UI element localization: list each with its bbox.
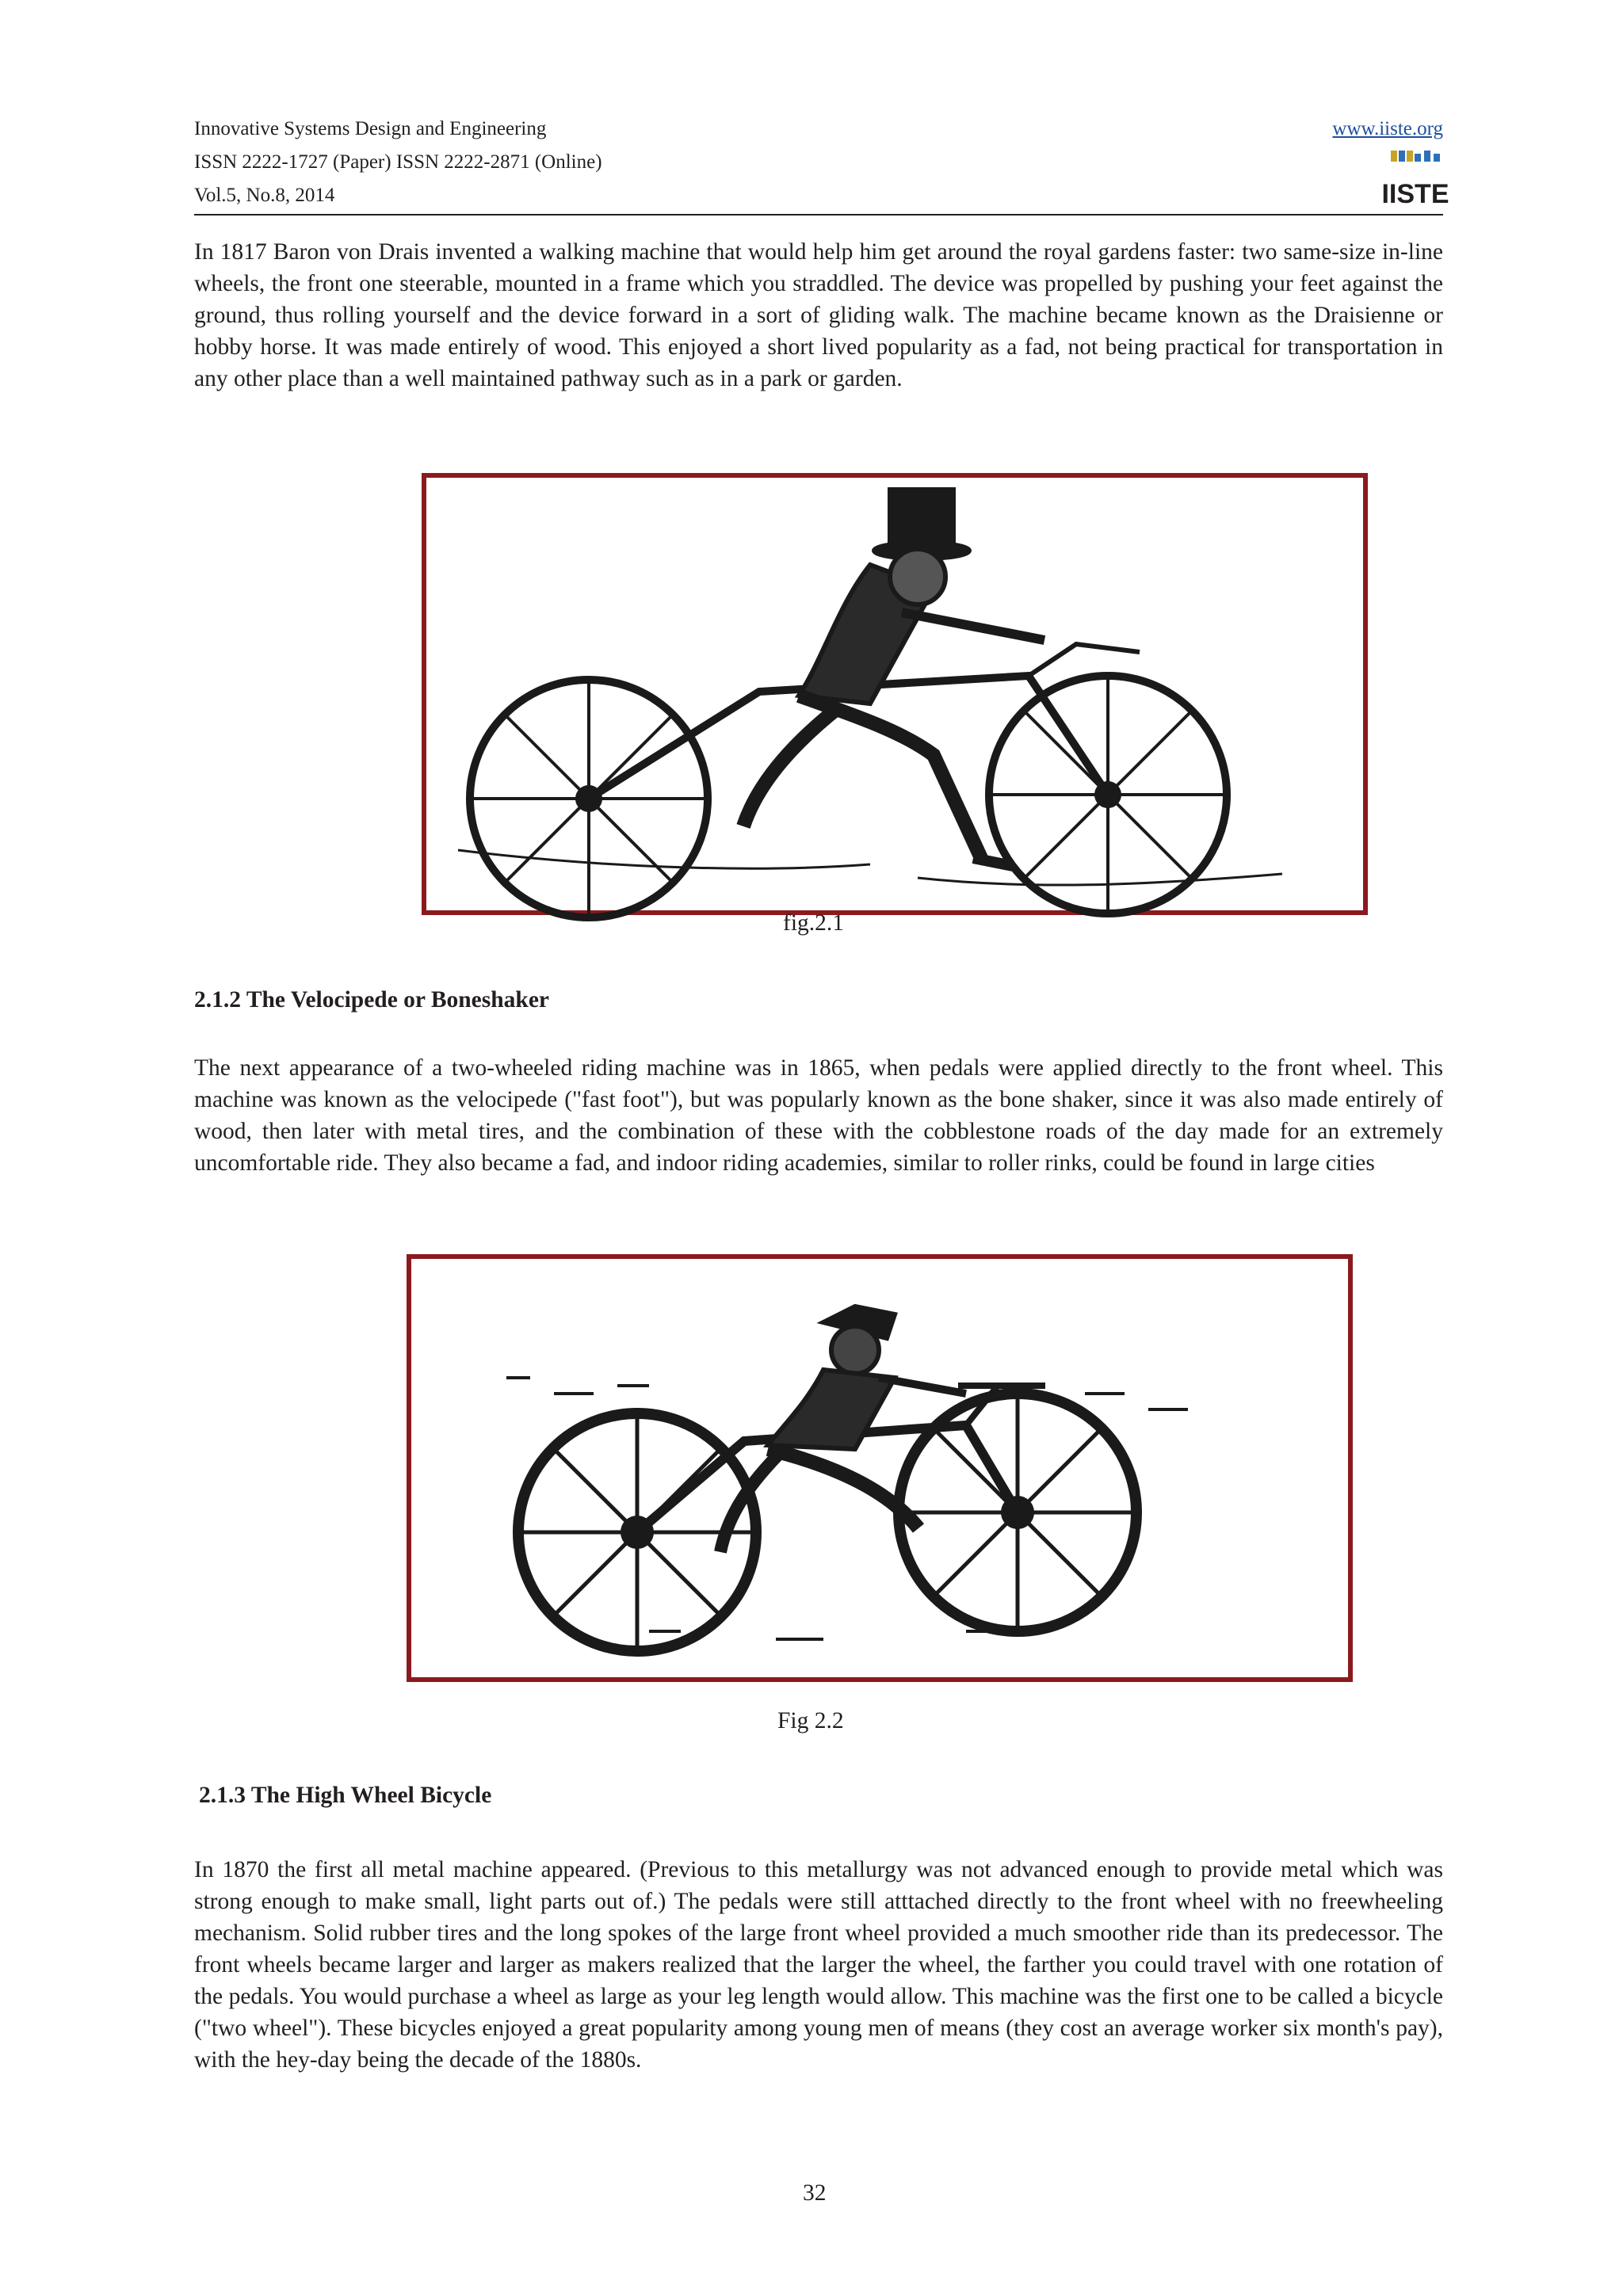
page-number: 32 [803,2180,827,2206]
figure-caption-2-1: fig.2.1 [783,910,845,936]
journal-url-link[interactable]: www.iiste.org [1332,118,1443,139]
figure-velocipede [407,1254,1353,1682]
page [194,0,1449,2296]
paragraph-draisienne: In 1817 Baron von Drais invented a walking machine that would help him get around the royal gardens faster: two same-size in-line wheels, the front one steerable, mounted in a frame which you straddled. The device was propelled by pushing your feet against the ground, thus rolling yourself and the device forward in a sort of gliding walk. The machine became known as the Draisienne or hobby horse. It was made entirely of wood. This enjoyed a short lived popularity as a fad, not being practical for transportation in any other place than a well maintained pathway such as in a park or garden. [194,239,1443,391]
logo-text: IISTE [1381,179,1449,209]
iiste-logo [1381,149,1449,209]
section-heading-velocipede: 2.1.2 The Velocipede or Boneshaker [194,987,550,1013]
journal-header [194,111,1449,215]
velocipede-illustration [411,1259,1348,1677]
draisienne-illustration [426,478,1363,910]
paragraph-high-wheel: In 1870 the first all metal machine appeared. (Previous to this metallurgy was not advanced enough to provide metal which was strong enough to make small, light parts out of.) The pedals were still atttached directly to the front wheel with no freewheeling mechanism. Solid rubber tires and the long spokes of the large front wheel provided a much smoother ride than its predecessor. The front wheels became larger and larger as makers realized that the larger the wheel, the farther you could travel with one rotation of the pedals. You would purchase a wheel as large as your leg length would allow. This machine was the first one to be called a bicycle ("two wheel"). These bicycles enjoyed a great popularity among young men of means (they cost an average worker six month's pay), with the hey-day being the decade of the 1880s. [194,1857,1443,2073]
journal-volume: Vol.5, No.8, 2014 [194,185,335,206]
section-heading-high-wheel: 2.1.3 The High Wheel Bicycle [199,1783,492,1808]
figure-caption-2-2: Fig 2.2 [777,1708,844,1733]
journal-title: Innovative Systems Design and Engineering [194,118,547,139]
figure-draisienne [422,473,1368,915]
journal-issn: ISSN 2222-1727 (Paper) ISSN 2222-2871 (Online) [194,151,602,173]
paragraph-velocipede: The next appearance of a two-wheeled riding machine was in 1865, when pedals were applied directly to the front wheel. This machine was known as the velocipede ("fast foot"), but was popularly known as the bone shaker, since it was also made entirely of wood, then later with metal tires, and the combination of these with the cobblestone roads of the day made for an extremely uncomfortable ride. They also became a fad, and indoor riding academies, similar to roller rinks, could be found in large cities [194,1055,1443,1176]
